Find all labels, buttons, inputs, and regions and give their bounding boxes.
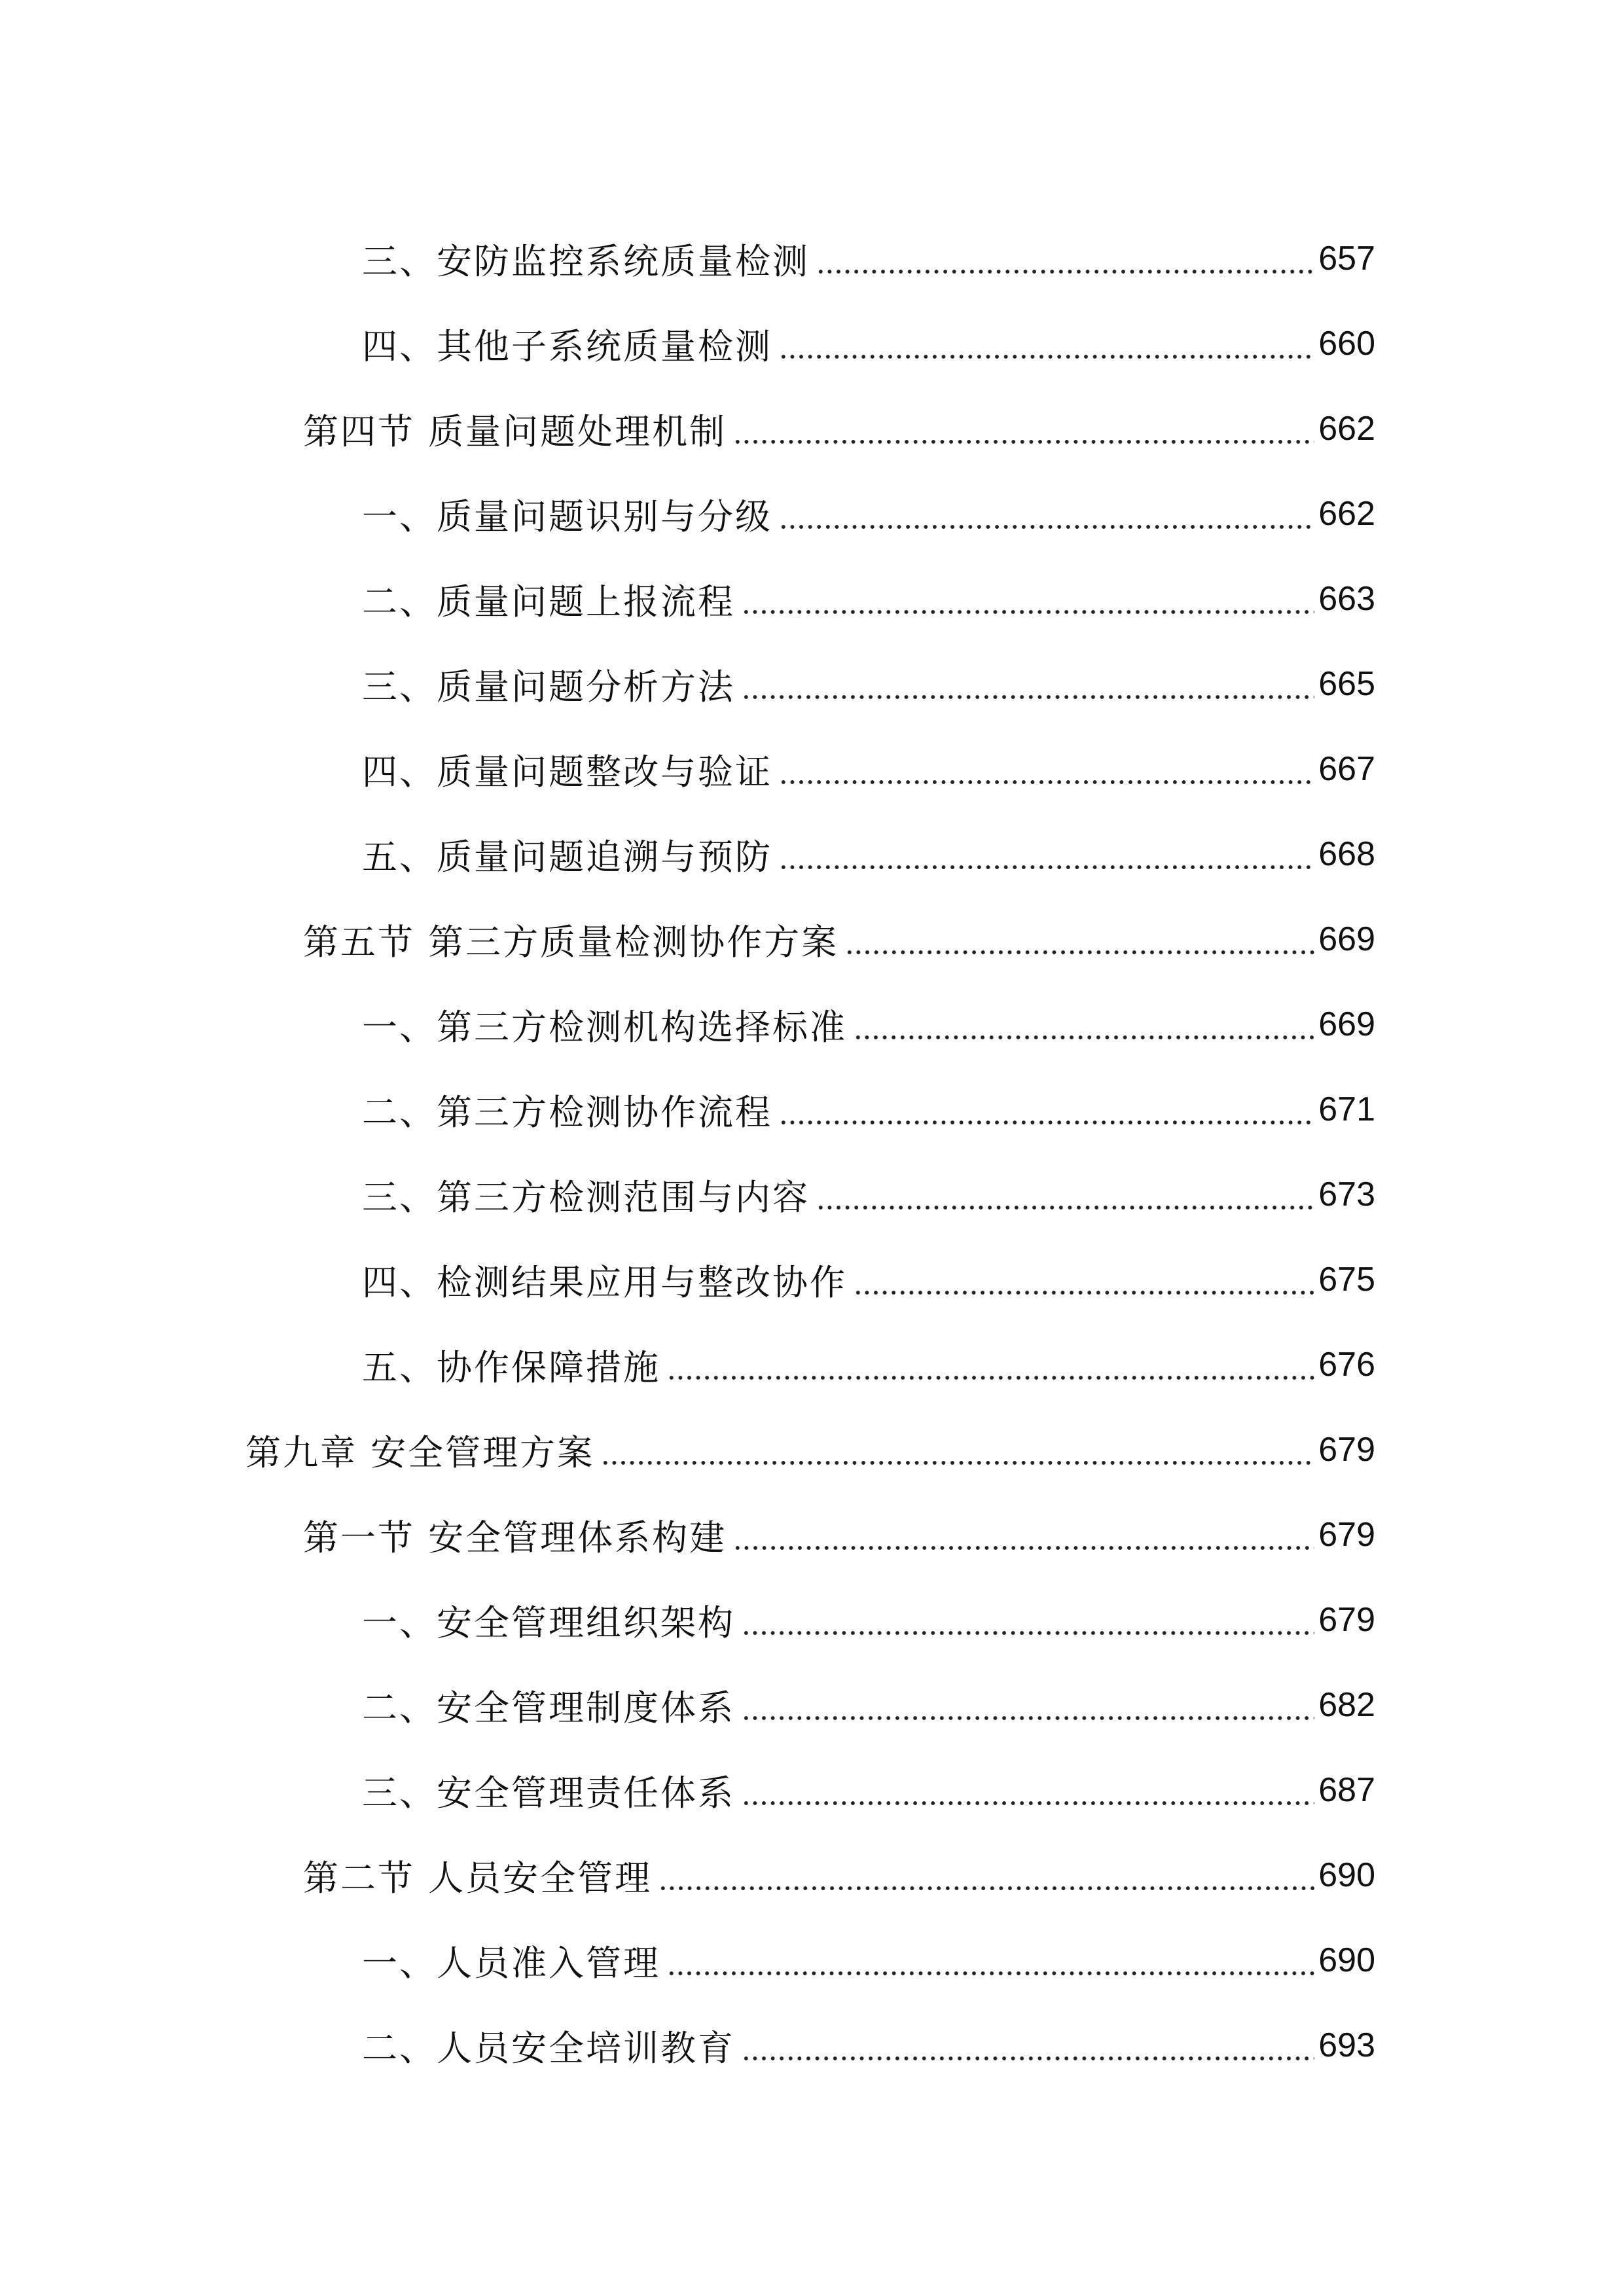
toc-entry-page: 667 [1318,750,1375,788]
toc-entry-title: 第一节 安全管理体系构建 [303,1516,727,1558]
toc-entry-title: 一、人员准入管理 [362,1942,660,1984]
dot-leader [779,1092,1314,1127]
dot-leader [601,1432,1314,1467]
toc-entry-page: 662 [1318,495,1375,533]
toc-entry-title: 五、质量问题追溯与预防 [362,836,772,878]
dot-leader [779,326,1314,361]
toc-entry-3-1[interactable] [0,216,1624,301]
dot-leader [742,2028,1314,2063]
dot-leader [779,836,1314,872]
toc-entry-page: 687 [1318,1771,1375,1809]
dot-leader [816,241,1314,276]
toc-entry-page: 690 [1318,1856,1375,1894]
toc-entry-title: 三、安防监控系统质量检测 [362,240,810,282]
toc-entry-5-2[interactable] [0,1067,1624,1152]
toc-entry-1-2[interactable] [0,1662,1624,1748]
toc-entry-5-4[interactable] [0,1237,1624,1322]
toc-entry-chapter-9[interactable] [0,1407,1624,1492]
toc-entry-title: 三、安全管理责任体系 [362,1772,735,1814]
toc-entry-page: 660 [1318,325,1375,363]
toc-entry-5-1[interactable] [0,982,1624,1067]
dot-leader [742,666,1314,702]
toc-entry-title: 二、第三方检测协作流程 [362,1091,772,1133]
toc-entry-page: 663 [1318,580,1375,618]
toc-entry-section-5[interactable] [0,897,1624,982]
toc-entry-section-1[interactable] [0,1492,1624,1577]
toc-entry-3-2[interactable] [0,301,1624,386]
toc-entry-title: 三、第三方检测范围与内容 [362,1176,810,1218]
toc-entry-title: 二、质量问题上报流程 [362,581,735,622]
toc-entry-page: 673 [1318,1175,1375,1213]
toc-entry-title: 一、第三方检测机构选择标准 [362,1006,847,1048]
dot-leader [733,411,1314,446]
toc-entry-page: 676 [1318,1346,1375,1384]
dot-leader [845,922,1314,957]
toc-entry-title: 三、质量问题分析方法 [362,666,735,708]
toc-entry-4-5[interactable] [0,812,1624,897]
toc-entry-title: 五、协作保障措施 [362,1346,660,1388]
toc-entry-section-4[interactable] [0,386,1624,471]
dot-leader [659,1857,1314,1893]
dot-leader [779,496,1314,531]
toc-entry-page: 682 [1318,1686,1375,1724]
toc-entry-page: 693 [1318,2026,1375,2064]
toc-entry-page: 665 [1318,665,1375,703]
toc-entry-title: 四、检测结果应用与整改协作 [362,1261,847,1303]
toc-entry-5-3[interactable] [0,1152,1624,1237]
toc-entry-page: 679 [1318,1431,1375,1469]
toc-entry-title: 第九章 安全管理方案 [245,1431,595,1473]
toc-entry-2-2[interactable] [0,2003,1624,2088]
toc-entry-4-4[interactable] [0,726,1624,812]
toc-entry-title: 一、安全管理组织架构 [362,1602,735,1643]
toc-entry-page: 679 [1318,1601,1375,1639]
dot-leader [742,581,1314,617]
toc-entry-2-1[interactable] [0,1918,1624,2003]
toc-entry-4-1[interactable] [0,471,1624,556]
toc-entry-page: 657 [1318,240,1375,278]
dot-leader [854,1262,1314,1297]
dot-leader [742,1772,1314,1808]
toc-entry-title: 第四节 质量问题处理机制 [303,410,727,452]
dot-leader [742,1687,1314,1723]
toc-entry-page: 679 [1318,1516,1375,1554]
toc-entry-4-2[interactable] [0,556,1624,641]
dot-leader [667,1943,1314,1978]
dot-leader [742,1602,1314,1638]
toc-entry-page: 669 [1318,1005,1375,1043]
toc-entry-4-3[interactable] [0,641,1624,726]
toc-entry-page: 671 [1318,1090,1375,1128]
toc-entry-page: 668 [1318,835,1375,873]
toc-entry-page: 675 [1318,1261,1375,1299]
toc-entry-page: 662 [1318,410,1375,448]
dot-leader [779,751,1314,787]
toc-entry-title: 四、其他子系统质量检测 [362,325,772,367]
table-of-contents [0,216,1624,2088]
toc-entry-page: 690 [1318,1941,1375,1979]
toc-entry-5-5[interactable] [0,1322,1624,1407]
toc-entry-1-1[interactable] [0,1577,1624,1662]
dot-leader [733,1517,1314,1552]
dot-leader [816,1177,1314,1212]
toc-entry-title: 第二节 人员安全管理 [303,1857,653,1899]
toc-entry-title: 一、质量问题识别与分级 [362,495,772,537]
toc-entry-section-2[interactable] [0,1833,1624,1918]
dot-leader [854,1007,1314,1042]
dot-leader [667,1347,1314,1382]
toc-entry-page: 669 [1318,920,1375,958]
toc-entry-title: 二、人员安全培训教育 [362,2027,735,2069]
toc-entry-title: 第五节 第三方质量检测协作方案 [303,921,839,963]
toc-entry-title: 四、质量问题整改与验证 [362,751,772,793]
toc-entry-1-3[interactable] [0,1748,1624,1833]
toc-entry-title: 二、安全管理制度体系 [362,1687,735,1729]
